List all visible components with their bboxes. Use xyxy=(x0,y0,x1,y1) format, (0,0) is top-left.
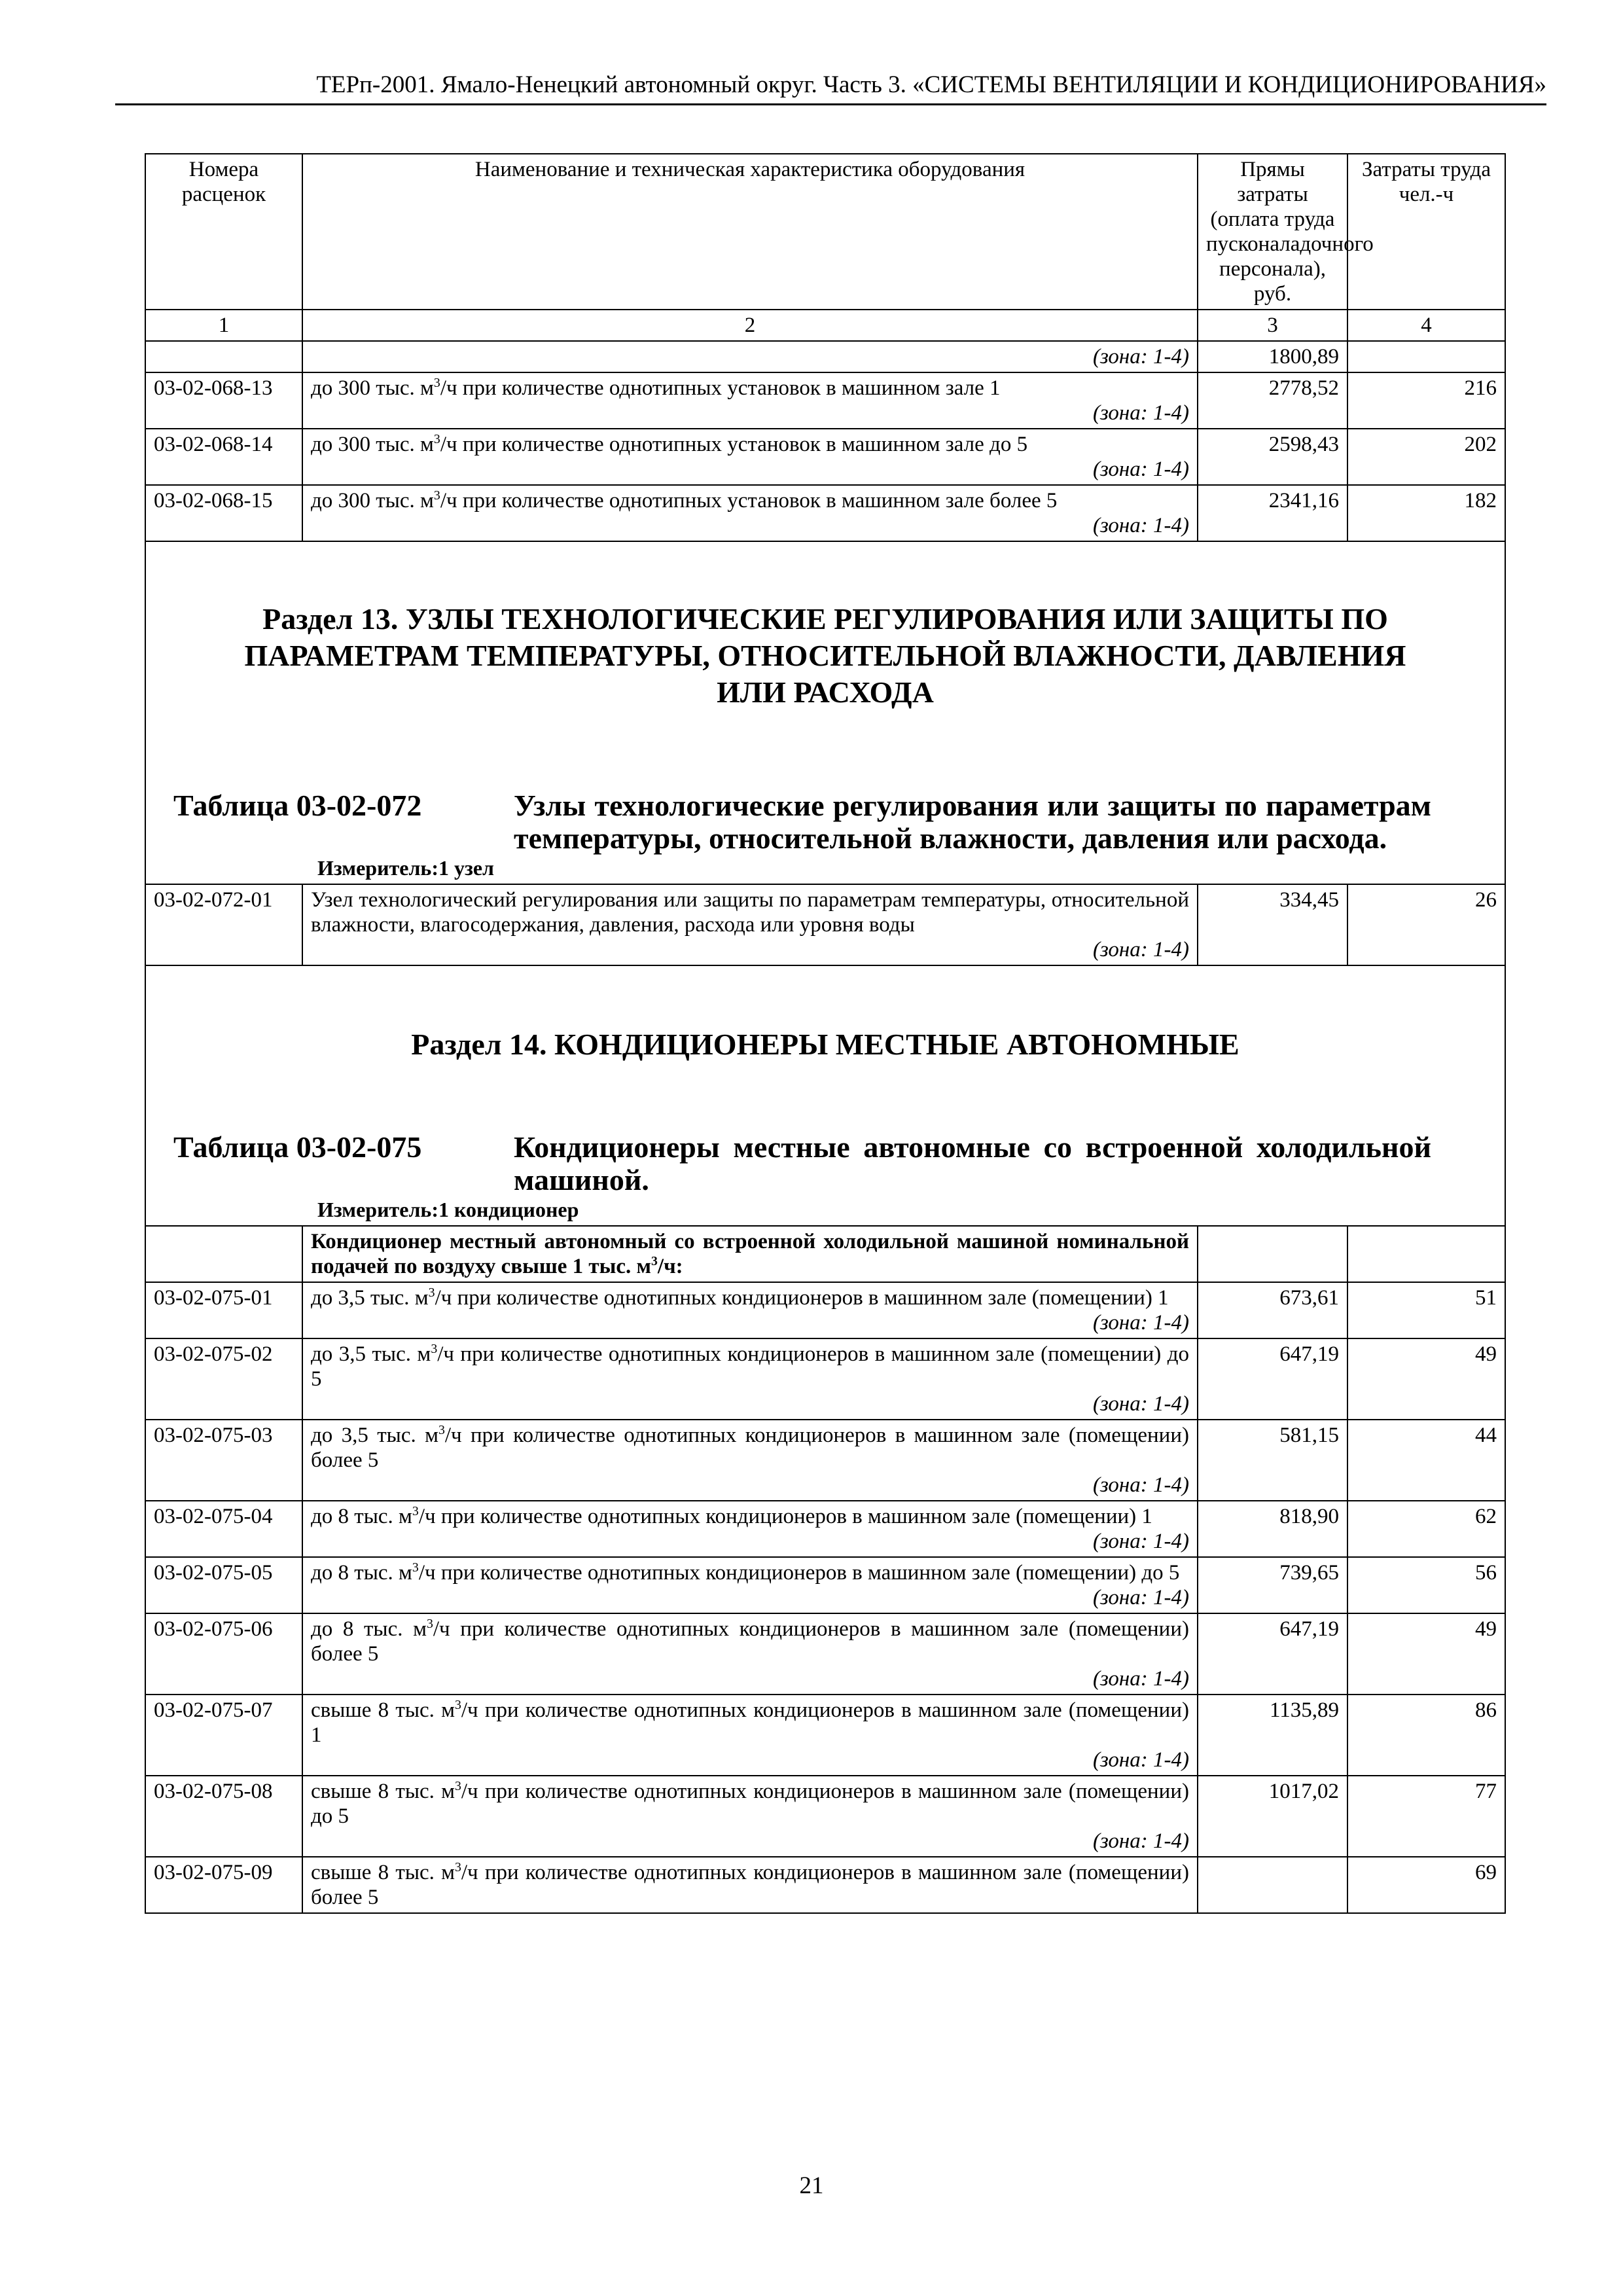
table-row xyxy=(145,1857,1505,1913)
direct-cost: 581,15 xyxy=(1198,1420,1347,1501)
table-075-subheading xyxy=(302,1226,1198,1282)
rate-code: 03-02-075-06 xyxy=(145,1613,302,1695)
rate-description-suffix: /ч при количестве однотипных кондиционеров в машинном зале (помещении) 1 xyxy=(418,1505,1152,1528)
rate-code: 03-02-075-04 xyxy=(145,1501,302,1557)
col-header-codes: Номера расценок xyxy=(145,154,302,310)
rate-description xyxy=(302,1695,1198,1776)
rate-description xyxy=(302,1613,1198,1695)
labor-cost: 77 xyxy=(1347,1776,1505,1857)
table-row xyxy=(145,1501,1505,1557)
table-072-heading xyxy=(173,789,1431,855)
subheading-suffix: /ч: xyxy=(657,1255,683,1278)
table-075-measure: Измеритель:1 кондиционер xyxy=(317,1198,579,1221)
rate-code: 03-02-075-01 xyxy=(145,1282,302,1338)
zone-label: (зона: 1-4) xyxy=(1092,1586,1189,1609)
section-13 xyxy=(145,541,1505,884)
rate-description-text: до 300 тыс. м xyxy=(311,489,434,512)
rate-description xyxy=(302,341,1198,372)
rate-code xyxy=(145,341,302,372)
direct-cost: 2598,43 xyxy=(1198,429,1347,485)
zone-label: (зона: 1-4) xyxy=(1092,1667,1189,1691)
direct-cost: 2778,52 xyxy=(1198,372,1347,429)
rate-code: 03-02-072-01 xyxy=(145,884,302,965)
direct-cost: 647,19 xyxy=(1198,1338,1347,1420)
running-header: ТЕРп-2001. Ямало-Ненецкий автономный округ. Часть 3. «СИСТЕМЫ ВЕНТИЛЯЦИИ И КОНДИЦИОНИРОВАНИЯ» xyxy=(115,71,1546,105)
column-header-row xyxy=(145,154,1505,310)
superscript: 3 xyxy=(428,1285,435,1300)
superscript: 3 xyxy=(455,1698,461,1712)
rate-code: 03-02-075-05 xyxy=(145,1557,302,1613)
table-row xyxy=(145,429,1505,485)
subheading-row xyxy=(145,1226,1505,1282)
rate-description-suffix: /ч при количестве однотипных установок в машинном зале 1 xyxy=(440,376,1001,400)
rate-description-suffix: /ч при количестве однотипных установок в машинном зале более 5 xyxy=(440,489,1058,512)
rate-description-text: до 8 тыс. м xyxy=(311,1617,427,1641)
zone-label: (зона: 1-4) xyxy=(1092,1748,1189,1772)
rate-description xyxy=(302,1557,1198,1613)
col-number-4: 4 xyxy=(1347,310,1505,341)
col-number-2: 2 xyxy=(302,310,1198,341)
rate-code: 03-02-075-03 xyxy=(145,1420,302,1501)
section-13-title: Раздел 13. УЗЛЫ ТЕХНОЛОГИЧЕСКИЕ РЕГУЛИРОВАНИЯ ИЛИ ЗАЩИТЫ ПО ПАРАМЕТРАМ ТЕМПЕРАТУРЫ, ОТНОСИТЕЛЬНОЙ ВЛАЖНОСТИ, ДАВЛЕНИЯ ИЛИ РАСХОДА xyxy=(244,602,1406,709)
superscript: 3 xyxy=(438,1423,445,1437)
section-14 xyxy=(145,965,1505,1226)
col-header-direct-costs: Прямы затраты (оплата труда пусконаладочного персонала), руб. xyxy=(1198,154,1347,310)
table-072-measure: Измеритель:1 узел xyxy=(317,856,494,880)
rate-description-text: до 300 тыс. м xyxy=(311,433,434,456)
superscript: 3 xyxy=(455,1860,461,1874)
rate-description-suffix: /ч при количестве однотипных кондиционеров в машинном зале (помещении) более 5 xyxy=(311,1424,1189,1472)
continuation-row xyxy=(145,341,1505,372)
labor-cost: 202 xyxy=(1347,429,1505,485)
labor-cost: 62 xyxy=(1347,1501,1505,1557)
rate-description-text: свыше 8 тыс. м xyxy=(311,1780,455,1803)
zone-label: (зона: 1-4) xyxy=(1092,938,1189,961)
rate-description-suffix: /ч при количестве однотипных кондиционеров в машинном зале (помещении) 1 xyxy=(435,1286,1169,1310)
labor-cost: 44 xyxy=(1347,1420,1505,1501)
zone-label: (зона: 1-4) xyxy=(1092,1829,1189,1853)
rate-code: 03-02-075-09 xyxy=(145,1857,302,1913)
rate-description xyxy=(302,372,1198,429)
rate-description xyxy=(302,1420,1198,1501)
superscript: 3 xyxy=(433,488,440,503)
table-row xyxy=(145,485,1505,541)
direct-cost: 1017,02 xyxy=(1198,1776,1347,1857)
zone-label: (зона: 1-4) xyxy=(1092,401,1189,425)
rows-075 xyxy=(145,1282,1505,1913)
direct-cost: 818,90 xyxy=(1198,1501,1347,1557)
rate-description-text: свыше 8 тыс. м xyxy=(311,1861,455,1884)
rate-description xyxy=(302,884,1198,965)
zone-label: (зона: 1-4) xyxy=(1092,457,1189,481)
direct-cost: 2341,16 xyxy=(1198,485,1347,541)
rates-table xyxy=(145,153,1506,1914)
section-14-title: Раздел 14. КОНДИЦИОНЕРЫ МЕСТНЫЕ АВТОНОМНЫЕ xyxy=(411,1028,1240,1061)
table-072-title: Узлы технологические регулирования или защиты по параметрам температуры, относительной влажности, давления или расхода. xyxy=(514,789,1431,855)
rate-description-text: до 8 тыс. м xyxy=(311,1505,412,1528)
rate-description-suffix: /ч при количестве однотипных кондиционеров в машинном зале (помещении) более 5 xyxy=(311,1861,1189,1909)
rate-description-text: до 3,5 тыс. м xyxy=(311,1424,438,1447)
direct-cost: 673,61 xyxy=(1198,1282,1347,1338)
rate-description-text: до 300 тыс. м xyxy=(311,376,434,400)
rate-description-suffix: /ч при количестве однотипных кондиционеров в машинном зале (помещении) 1 xyxy=(311,1698,1189,1747)
superscript: 3 xyxy=(433,432,440,446)
rate-description-text: свыше 8 тыс. м xyxy=(311,1698,455,1722)
rate-code: 03-02-075-07 xyxy=(145,1695,302,1776)
labor-cost: 49 xyxy=(1347,1338,1505,1420)
rate-description-text: до 3,5 тыс. м xyxy=(311,1286,429,1310)
table-row xyxy=(145,372,1505,429)
rate-description-suffix: /ч при количестве однотипных кондиционеров в машинном зале (помещении) более 5 xyxy=(311,1617,1189,1666)
col-number-1: 1 xyxy=(145,310,302,341)
superscript: 3 xyxy=(433,376,440,390)
section-14-row xyxy=(145,965,1505,1226)
table-row xyxy=(145,1338,1505,1420)
labor-cost: 86 xyxy=(1347,1695,1505,1776)
superscript: 3 xyxy=(455,1779,461,1793)
labor-cost: 26 xyxy=(1347,884,1505,965)
rate-description xyxy=(302,1857,1198,1913)
zone-label: (зона: 1-4) xyxy=(1092,1530,1189,1553)
superscript: 3 xyxy=(412,1504,419,1518)
table-row xyxy=(145,1613,1505,1695)
table-072-number: Таблица 03-02-072 xyxy=(173,789,422,822)
rate-code: 03-02-068-15 xyxy=(145,485,302,541)
rate-description-text: до 3,5 тыс. м xyxy=(311,1342,431,1366)
rate-description xyxy=(302,429,1198,485)
rate-description-suffix: /ч при количестве однотипных кондиционеров в машинном зале (помещении) до 5 xyxy=(311,1780,1189,1828)
rate-code: 03-02-075-02 xyxy=(145,1338,302,1420)
column-number-row xyxy=(145,310,1505,341)
labor-cost: 216 xyxy=(1347,372,1505,429)
labor-cost: 49 xyxy=(1347,1613,1505,1695)
labor-cost xyxy=(1347,341,1505,372)
labor-cost: 51 xyxy=(1347,1282,1505,1338)
page-number: 21 xyxy=(799,2172,824,2199)
superscript: 3 xyxy=(431,1342,438,1356)
col-header-labor: Затраты труда чел.-ч xyxy=(1347,154,1505,310)
table-row xyxy=(145,1420,1505,1501)
subheading-text: Кондиционер местный автономный со встроенной холодильной машиной номинальной подачей по воздуху свыше 1 тыс. м xyxy=(311,1230,1189,1278)
section-13-row xyxy=(145,541,1505,884)
superscript: 3 xyxy=(426,1617,433,1631)
rate-description xyxy=(302,1282,1198,1338)
rate-description-text: до 8 тыс. м xyxy=(311,1561,412,1585)
direct-cost: 1800,89 xyxy=(1198,341,1347,372)
labor-cost: 69 xyxy=(1347,1857,1505,1913)
table-row xyxy=(145,884,1505,965)
subheading-superscript: 3 xyxy=(651,1254,658,1268)
table-075-title: Кондиционеры местные автономные со встроенной холодильной машиной. xyxy=(514,1130,1431,1196)
rate-description xyxy=(302,1338,1198,1420)
rate-code: 03-02-075-08 xyxy=(145,1776,302,1857)
direct-cost: 647,19 xyxy=(1198,1613,1347,1695)
table-row xyxy=(145,1695,1505,1776)
labor-cost: 182 xyxy=(1347,485,1505,541)
labor-cost: 56 xyxy=(1347,1557,1505,1613)
direct-cost: 1135,89 xyxy=(1198,1695,1347,1776)
col-header-name: Наименование и техническая характеристика оборудования xyxy=(302,154,1198,310)
table-row xyxy=(145,1282,1505,1338)
zone-label: (зона: 1-4) xyxy=(1092,1392,1189,1416)
rate-description-suffix: /ч при количестве однотипных кондиционеров в машинном зале (помещении) до 5 xyxy=(418,1561,1180,1585)
table-075-heading xyxy=(173,1131,1431,1196)
table-row xyxy=(145,1776,1505,1857)
col-number-3: 3 xyxy=(1198,310,1347,341)
rate-description-text: Узел технологический регулирования или защиты по параметрам температуры, относительной влажности, влагосодержания, давления, расхода или уровня воды xyxy=(311,888,1189,937)
rate-code: 03-02-068-13 xyxy=(145,372,302,429)
rate-description xyxy=(302,1776,1198,1857)
rate-description-suffix: /ч при количестве однотипных кондиционеров в машинном зале (помещении) до 5 xyxy=(311,1342,1189,1391)
superscript: 3 xyxy=(412,1560,419,1575)
zone-label: (зона: 1-4) xyxy=(1092,1473,1189,1497)
direct-cost: 334,45 xyxy=(1198,884,1347,965)
table-075-number: Таблица 03-02-075 xyxy=(173,1130,422,1164)
table-row xyxy=(145,1557,1505,1613)
direct-cost xyxy=(1198,1857,1347,1913)
zone-label: (зона: 1-4) xyxy=(1092,514,1189,537)
rate-code: 03-02-068-14 xyxy=(145,429,302,485)
zone-label: (зона: 1-4) xyxy=(1092,345,1189,368)
rate-description-suffix: /ч при количестве однотипных установок в машинном зале до 5 xyxy=(440,433,1028,456)
zone-label: (зона: 1-4) xyxy=(1092,1311,1189,1335)
rate-description xyxy=(302,1501,1198,1557)
direct-cost: 739,65 xyxy=(1198,1557,1347,1613)
rate-description xyxy=(302,485,1198,541)
rows-068 xyxy=(145,372,1505,541)
